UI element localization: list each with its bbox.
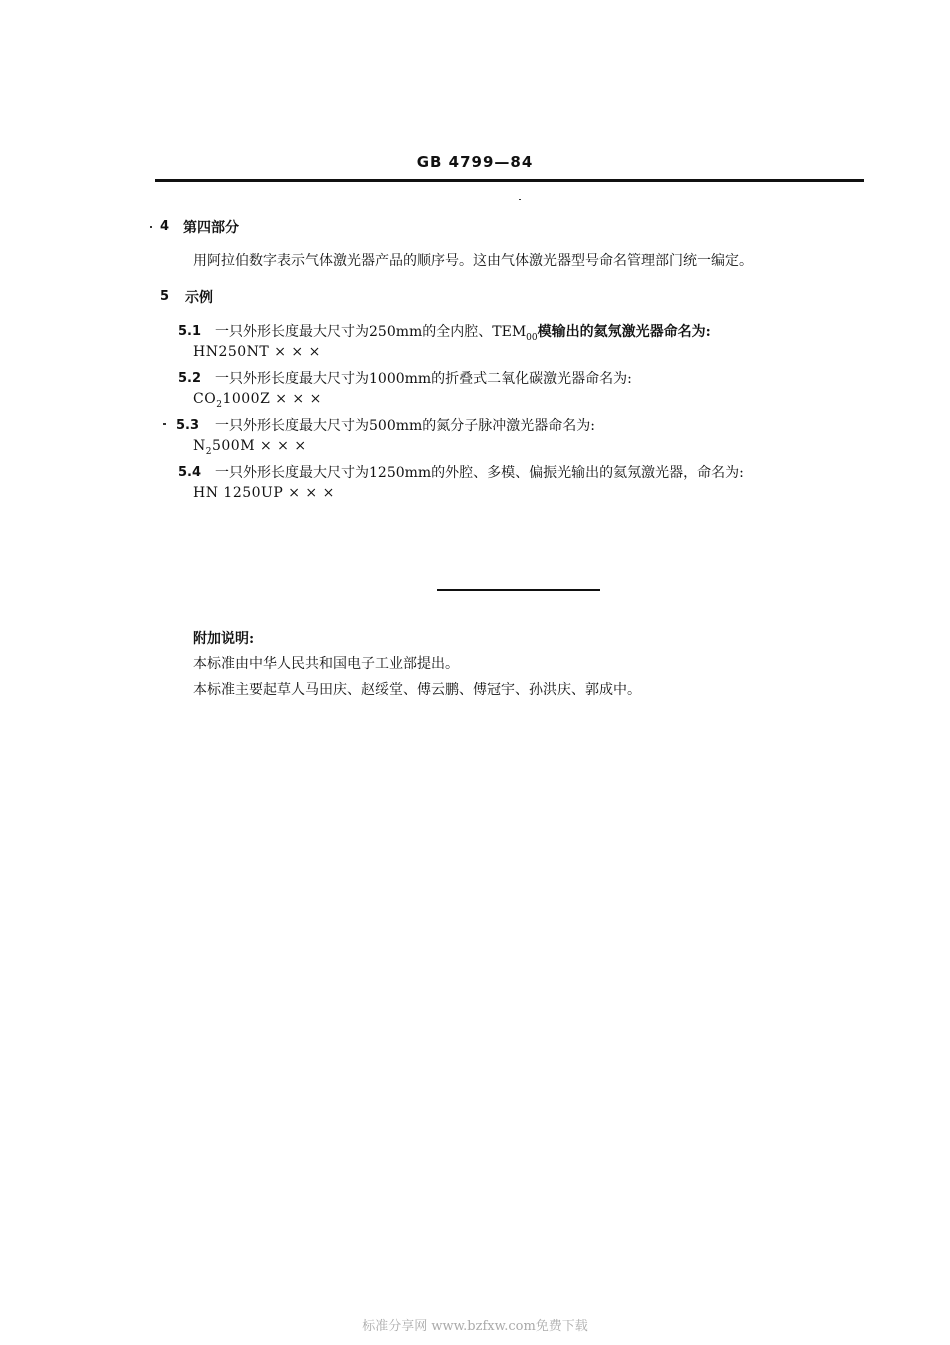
example-5-1-number: 5.1 <box>178 324 202 339</box>
section-5-title: 示例 <box>185 290 213 306</box>
example-5-1-model: HN250NT × × × <box>193 344 321 360</box>
example-5-1-text: 一只外形长度最大尺寸为250mm的全内腔、$TEM_{00}$模输出的氦氖激光器命名为: <box>215 324 711 343</box>
section-4-body: 用阿拉伯数字表示气体激光器产品的顺序号。这由气体激光器型号命名管理部门统一编定。 <box>193 253 753 269</box>
example-5-3-number: 5.3 <box>176 418 200 433</box>
example-5-4-text: 一只外形长度最大尺寸为1250mm的外腔、多模、偏振光输出的氦氖激光器，命名为: <box>215 465 744 481</box>
document-code: GB 4799—84 <box>416 153 534 171</box>
header-rule <box>155 179 864 182</box>
example-5-2-model: $CO_21000Z$ × × × <box>193 391 322 410</box>
example-5-3-model: $N_2500M$ × × × <box>193 438 307 457</box>
notes-title: 附加说明: <box>193 631 255 647</box>
example-5-2-text: 一只外形长度最大尺寸为1000mm的折叠式二氧化碳激光器命名为: <box>215 371 632 387</box>
scan-speck <box>163 423 166 425</box>
scan-speck <box>150 226 152 228</box>
notes-line-1: 本标准由中华人民共和国电子工业部提出。 <box>193 656 459 672</box>
scan-speck <box>519 199 521 200</box>
section-separator <box>437 589 600 591</box>
example-5-3-text: 一只外形长度最大尺寸为500mm的氮分子脉冲激光器命名为: <box>215 418 595 434</box>
footer-watermark: 标准分享网 www.bzfxw.com免费下载 <box>362 1319 588 1334</box>
example-5-2-number: 5.2 <box>178 371 202 386</box>
section-5-number: 5 <box>160 289 170 304</box>
section-4-title: 第四部分 <box>183 220 239 236</box>
section-4-number: 4 <box>160 219 170 234</box>
notes-line-2: 本标准主要起草人马田庆、赵绥堂、傅云鹏、傅冠宇、孙洪庆、郭成中。 <box>193 682 641 698</box>
example-5-4-model: HN 1250UP × × × <box>193 485 335 501</box>
example-5-4-number: 5.4 <box>178 465 202 480</box>
